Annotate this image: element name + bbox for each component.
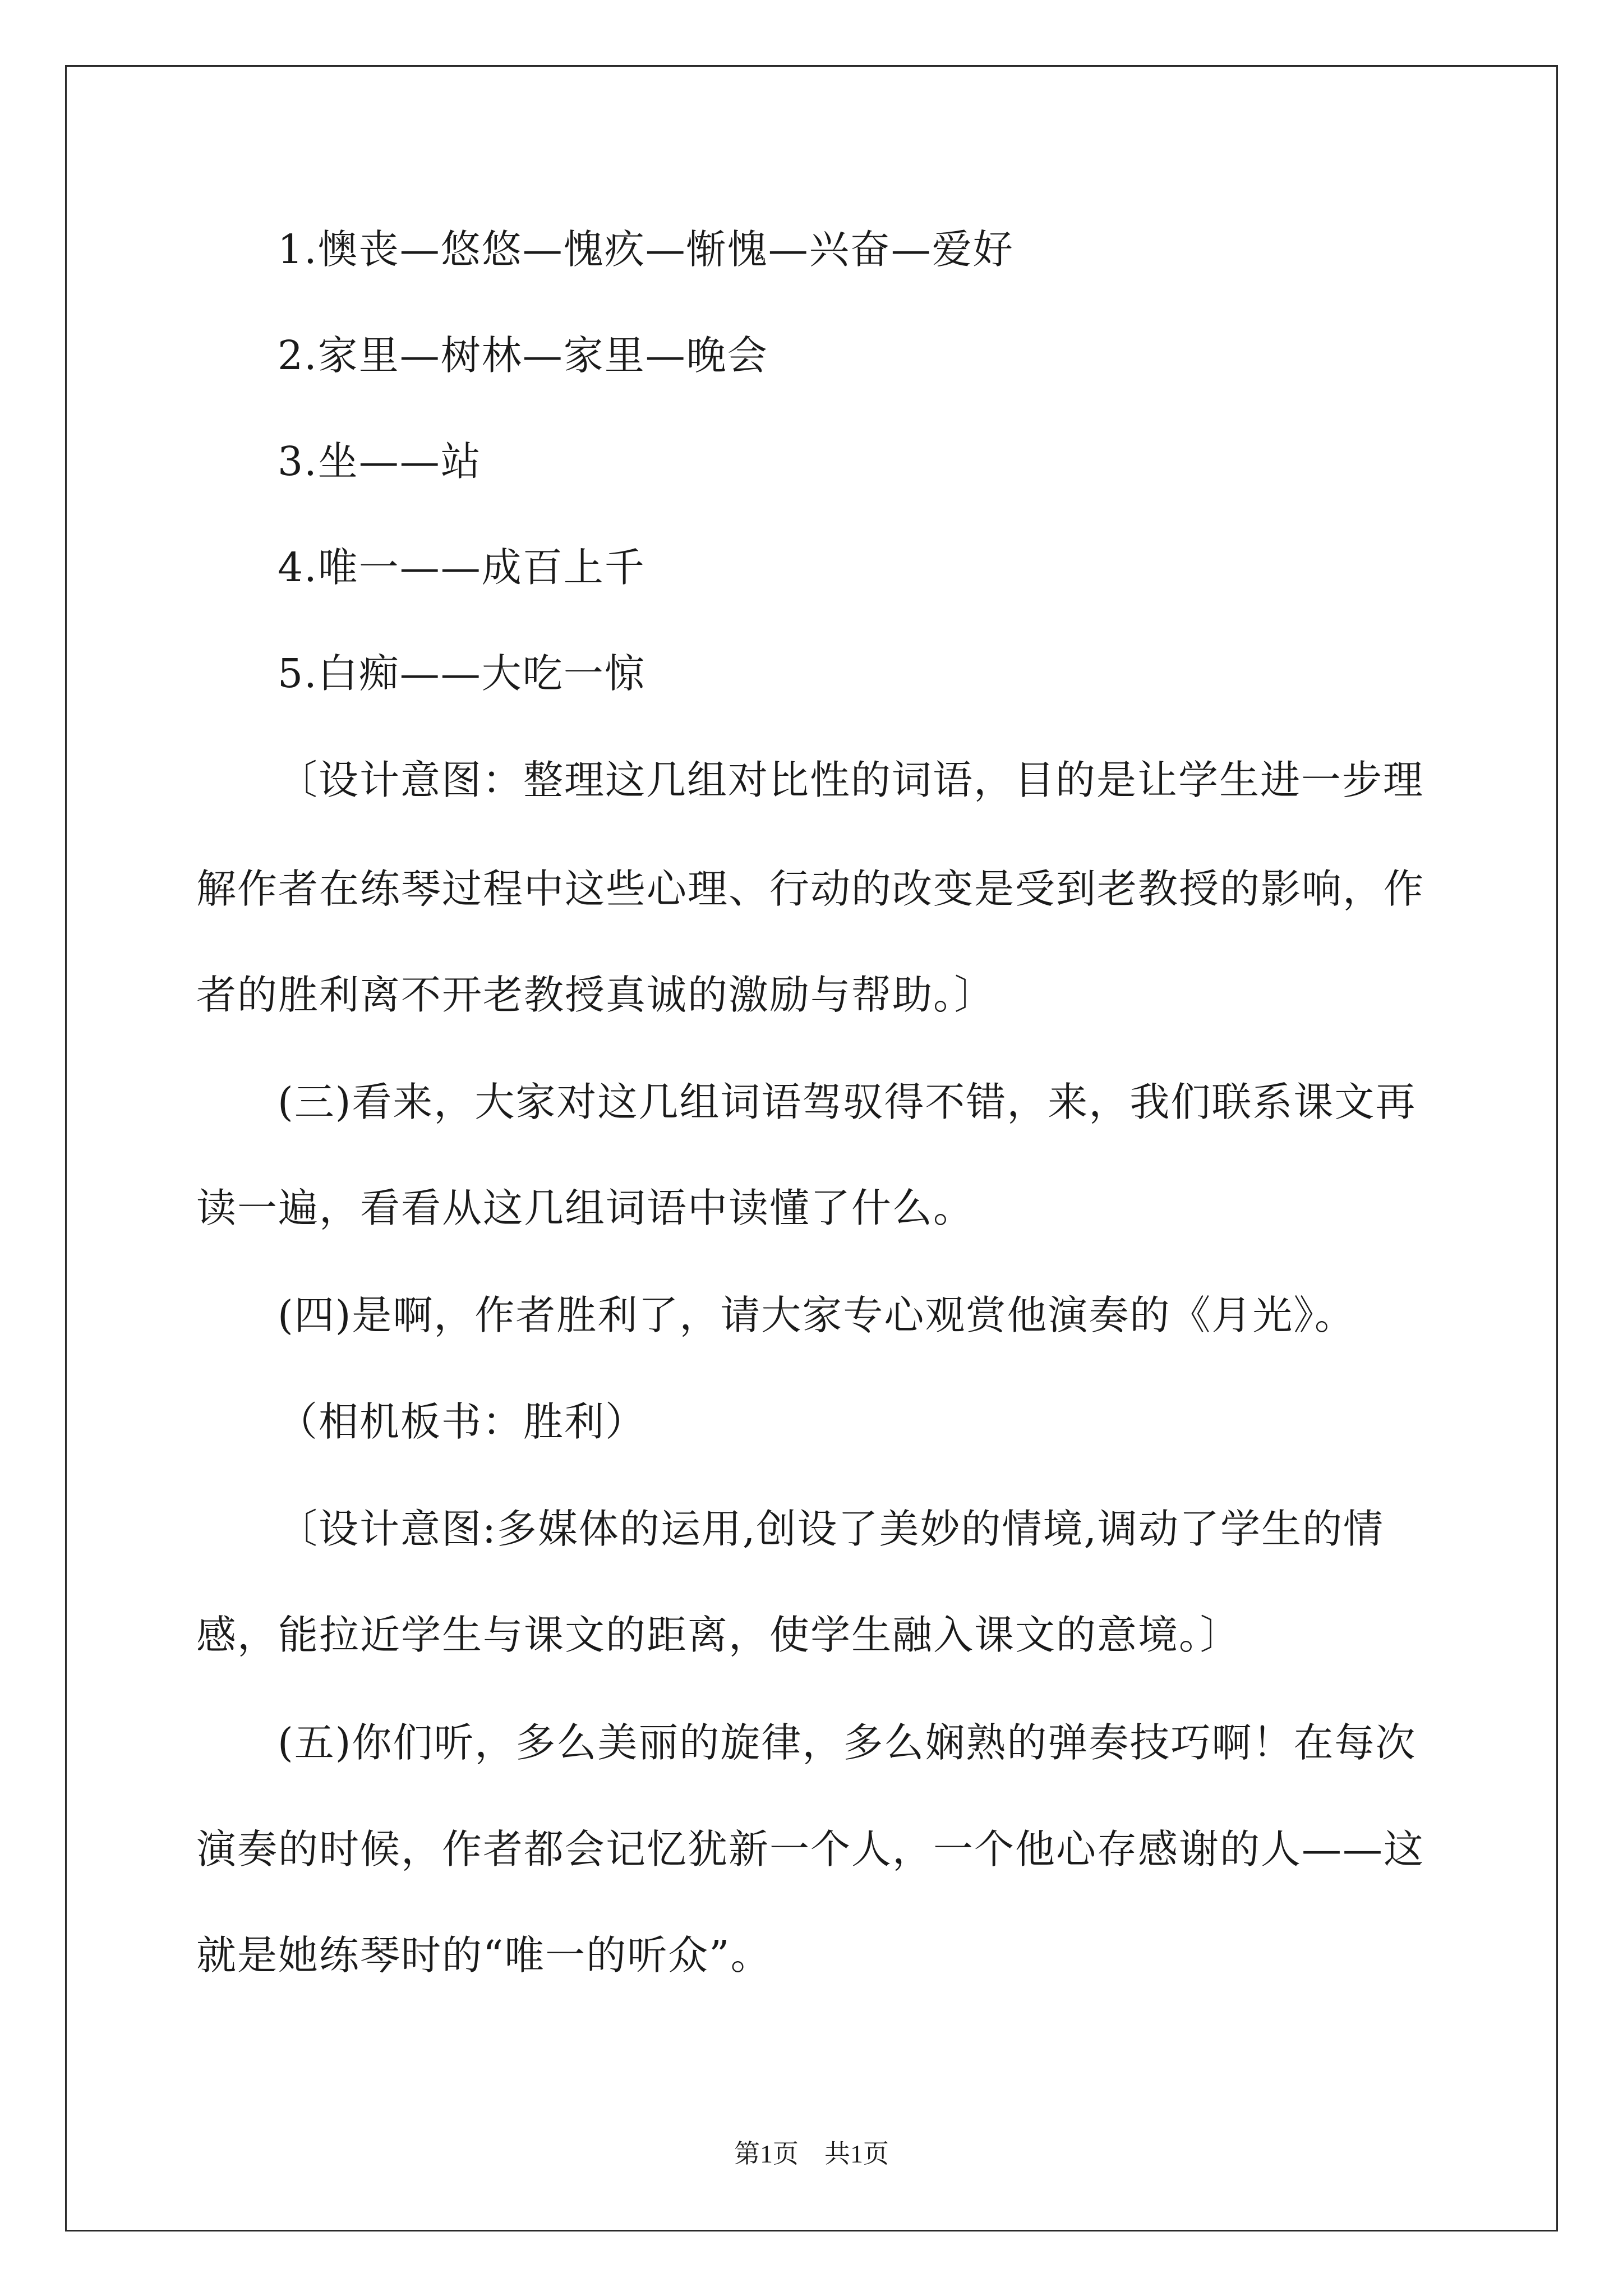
- list-item-1: 1.懊丧—悠悠—愧疚—惭愧—兴奋—爱好: [278, 226, 1014, 273]
- section-5-line-1: (五)你们听，多么美丽的旋律，多么娴熟的弹奏技巧啊！在每次: [278, 1719, 1417, 1766]
- board-note: （相机板书：胜利）: [278, 1398, 647, 1445]
- design-intent-1-line-1: 〔设计意图：整理这几组对比性的词语，目的是让学生进一步理: [278, 757, 1424, 803]
- page-border: [65, 65, 1558, 2231]
- design-intent-1-line-3: 者的胜利离不开老教授真诚的激励与帮助。〕: [196, 972, 995, 1018]
- section-3-line-2: 读一遍，看看从这几组词语中读懂了什么。: [196, 1185, 975, 1231]
- design-intent-2-line-1: 〔设计意图:多媒体的运用,创设了美妙的情境,调动了学生的情: [278, 1506, 1385, 1552]
- design-intent-1-line-2: 解作者在练琴过程中这些心理、行动的改变是受到老教授的影响，作: [196, 866, 1425, 912]
- list-item-2: 2.家里—树林—家里—晚会: [278, 332, 768, 379]
- list-item-5: 5.白痴——大吃一惊: [278, 650, 645, 697]
- page-number-footer: 第1页 共1页: [734, 2139, 889, 2168]
- section-4-line-1: (四)是啊，作者胜利了，请大家专心观赏他演奏的《月光》。: [278, 1292, 1355, 1338]
- section-5-line-2: 演奏的时候，作者都会记忆犹新一个人，一个他心存感谢的人——这: [196, 1826, 1425, 1872]
- section-5-line-3: 就是她练琴时的“唯一的听众”。: [196, 1932, 772, 1978]
- section-3-line-1: (三)看来，大家对这几组词语驾驭得不错，来，我们联系课文再: [278, 1079, 1417, 1125]
- design-intent-2-line-2: 感，能拉近学生与课文的距离，使学生融入课文的意境。〕: [196, 1612, 1241, 1658]
- list-item-3: 3.坐——站: [278, 438, 482, 485]
- list-item-4: 4.唯一——成百上千: [278, 544, 645, 591]
